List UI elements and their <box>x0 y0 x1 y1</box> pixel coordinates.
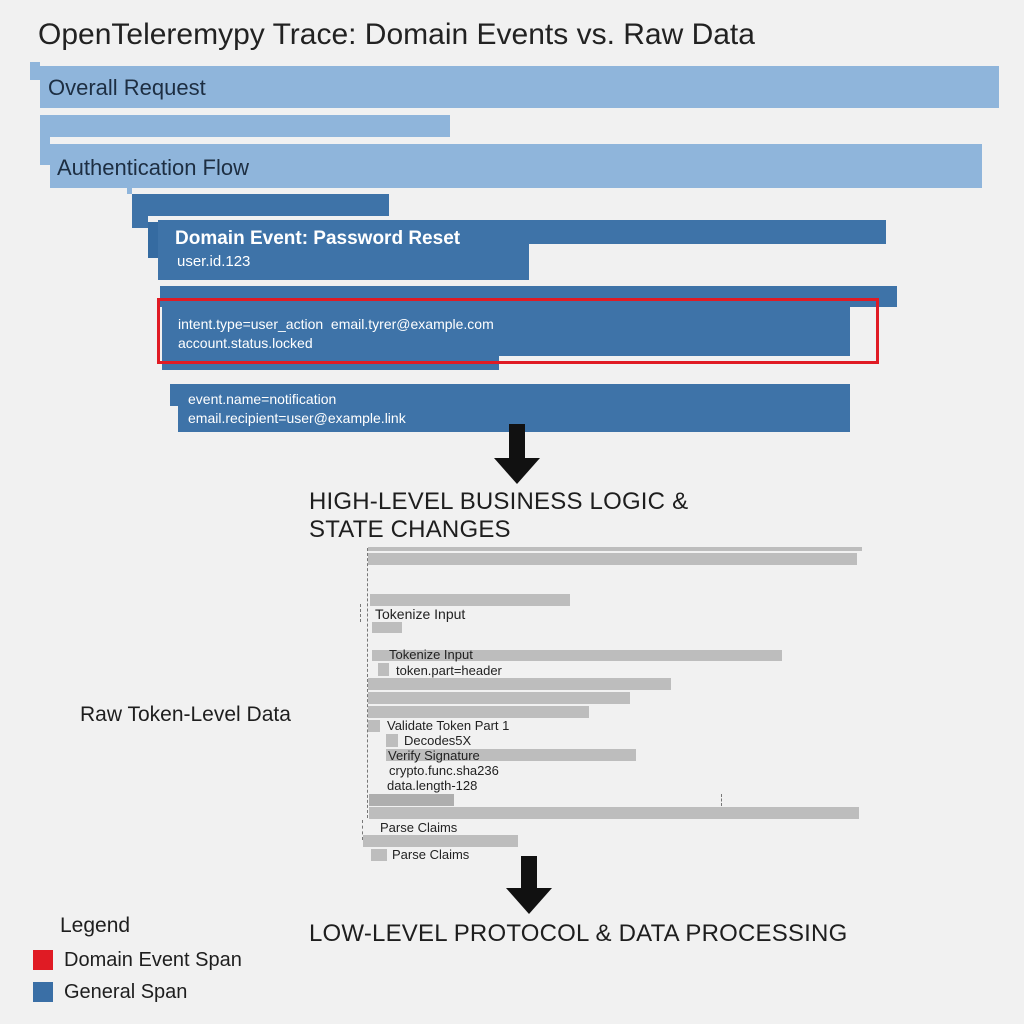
legend-title: Legend <box>60 914 131 937</box>
raw-span-crypto-label: crypto.func.sha236 <box>389 763 499 778</box>
raw-span-decode-bar[interactable] <box>386 734 398 747</box>
span-bar-child-a[interactable] <box>40 115 450 137</box>
raw-span-bar-e[interactable] <box>369 807 859 819</box>
raw-span-decode-label: Decodes5X <box>404 733 472 748</box>
raw-span-tokenize-bar[interactable] <box>370 594 570 606</box>
raw-span-parse-claims-2-label: Parse Claims <box>392 847 470 862</box>
raw-span-tokenize-child[interactable] <box>372 622 402 633</box>
span-authentication-flow[interactable] <box>50 144 982 188</box>
intent-attr-line1: intent.type=user_action email.tyrer@example.com <box>178 316 494 332</box>
domain-event-attr: user.id.123 <box>177 253 251 270</box>
span-bar-auth-child[interactable] <box>132 194 389 216</box>
down-arrow-icon <box>504 856 554 916</box>
raw-span-validate-bar[interactable] <box>368 720 380 732</box>
down-arrow-icon <box>492 424 542 486</box>
raw-span-top-line[interactable] <box>368 547 862 551</box>
raw-span-parse-claims-2-bar[interactable] <box>371 849 387 861</box>
span-bar-auth-child-stub[interactable] <box>132 216 148 228</box>
raw-span-parse-claims-bar[interactable] <box>363 835 518 847</box>
raw-span-bar-c[interactable] <box>368 706 589 718</box>
raw-span-tokenize-input-label: Tokenize Input <box>375 606 466 622</box>
legend-label-general: General Span <box>64 981 188 1003</box>
notification-attr-line1: event.name=notification <box>188 391 337 407</box>
intent-attr-line2: account.status.locked <box>178 335 313 351</box>
domain-event-highlight-box <box>157 298 879 364</box>
raw-span-token-part-bar[interactable] <box>378 663 389 676</box>
notification-attr-line2: email.recipient=user@example.link <box>188 410 406 426</box>
legend-swatch-general <box>33 982 53 1002</box>
raw-section-label: Raw Token-Level Data <box>80 703 291 726</box>
raw-span-verify-signature-label: Verify Signature <box>388 748 480 763</box>
span-overall-request[interactable] <box>40 66 999 108</box>
raw-span-bar-d[interactable] <box>369 794 454 806</box>
legend-label-domain-event: Domain Event Span <box>64 949 242 971</box>
raw-span-tokenize-input-2-label: Tokenize Input <box>389 647 473 662</box>
span-bar-child-stub[interactable] <box>40 137 50 165</box>
domain-event-title: Domain Event: Password Reset <box>175 228 461 249</box>
high-level-caption-line2: STATE CHANGES <box>309 516 511 543</box>
span-overall-request-label: Overall Request <box>48 75 206 100</box>
raw-span-bar-b[interactable] <box>368 692 630 704</box>
raw-span-data-length-label: data.length-128 <box>387 778 478 793</box>
raw-span-token-part-label: token.part=header <box>396 663 502 678</box>
raw-tree-guide-2 <box>360 604 361 622</box>
span-bar-connector[interactable] <box>127 184 132 194</box>
span-authentication-flow-label: Authentication Flow <box>57 155 249 180</box>
raw-span-validate-token-label: Validate Token Part 1 <box>387 718 510 733</box>
low-level-caption: LOW-LEVEL PROTOCOL & DATA PROCESSING <box>309 920 848 947</box>
raw-span-root[interactable] <box>368 553 857 565</box>
span-bar-root-stub[interactable] <box>30 62 40 80</box>
raw-span-parse-claims-label: Parse Claims <box>380 820 458 835</box>
raw-span-bar-d-end <box>721 794 722 806</box>
raw-span-bar-a[interactable] <box>368 678 671 690</box>
high-level-caption-line1: HIGH-LEVEL BUSINESS LOGIC & <box>309 488 689 515</box>
page-title: OpenTeleremypy Trace: Domain Events vs. Raw Data <box>38 18 755 51</box>
legend-swatch-domain-event <box>33 950 53 970</box>
